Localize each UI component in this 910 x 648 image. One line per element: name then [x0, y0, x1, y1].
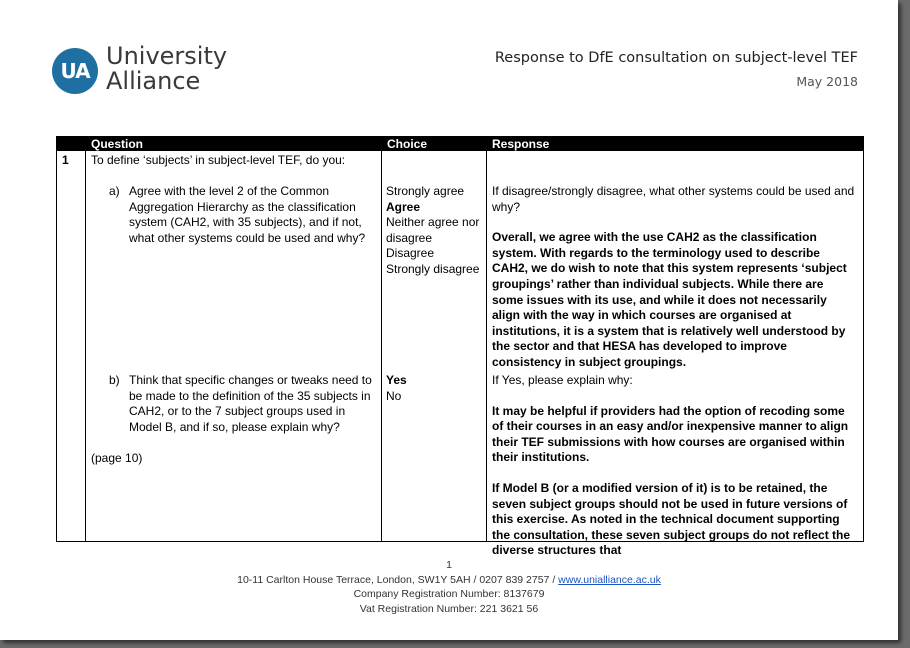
column-divider [381, 151, 382, 541]
item-b-marker: b) [109, 373, 120, 387]
choice-option: Neither agree nor disagree [386, 215, 480, 245]
choice-option: Strongly disagree [386, 261, 480, 276]
logo-line-2: Alliance [106, 67, 201, 95]
item-b-question: Think that specific changes or tweaks need to be made to the definition of the 35 subjects in CAH2, or to the 7 subject groups used in Model B, and if so, please explain why? [129, 373, 372, 434]
page-footer [0, 558, 898, 616]
item-a-question: Agree with the level 2 of the Common Aggregation Hierarchy as the classification system (CAH2, with 35 subjects), and if not, what other systems could be used and why? [129, 184, 366, 245]
footer-address [0, 573, 898, 588]
ua-logo-mark: UA [52, 48, 98, 94]
logo-wordmark [106, 44, 227, 94]
item-a-response: Overall, we agree with the use CAH2 as the classification system. With regards to the terminology used to describe CAH2, we do wish to note that this system represents ‘subject groupings’ rather than individual subjects. While there are some issues with its use, and while it does not necessarily align with the way in which courses are organised at institutions, it is a system that is relatively well understood by the sector and that HESA has developed to improve consistency in subject groupings. [492, 230, 847, 369]
document-title: Response to DfE consultation on subject-level TEF [494, 50, 858, 66]
choice-option: No [386, 388, 402, 403]
table-header-row [57, 137, 863, 151]
item-b-response-2: If Model B (or a modified version of it) is to be retained, the seven subject groups should not be used in future versions of this exercise. As noted in the technical document supporting the consultation, these seven subject groups do not reflect the diverse structures that [492, 480, 851, 558]
question-number: 1 [62, 153, 69, 167]
item-a-response-cell [492, 184, 858, 371]
item-a-marker: a) [109, 184, 120, 198]
column-divider [486, 151, 487, 541]
item-b-response-1: It may be helpful if providers had the option of recoding some of their courses in an easy and/or inexpensive manner to align their TEF submissions with how courses are organised within their institutions. [492, 403, 849, 465]
item-b-choices [386, 373, 486, 404]
question-intro: To define ‘subjects’ in subject-level TEF, do you: [91, 153, 346, 167]
item-b-page-reference: (page 10) [91, 451, 143, 465]
logo-line-1: University [106, 42, 228, 70]
page-number: 1 [446, 559, 452, 571]
document-date: May 2018 [796, 74, 858, 89]
column-divider [85, 151, 86, 541]
address-text: 10-11 Carlton House Terrace, London, SW1Y 5AH / 0207 839 2757 / [237, 573, 559, 586]
consultation-table [56, 136, 864, 558]
choice-option-selected: Yes [386, 373, 407, 387]
item-a-choices [386, 184, 486, 278]
website-link[interactable]: www.unialliance.ac.uk [558, 573, 661, 586]
choice-option: Disagree [386, 246, 435, 261]
company-registration: Company Registration Number: 8137679 [353, 588, 545, 600]
choice-option-selected: Agree [386, 199, 421, 214]
item-b-prompt: If Yes, please explain why: [492, 373, 633, 387]
vat-registration: Vat Registration Number: 221 3621 56 [359, 602, 539, 615]
choice-option: Strongly agree [386, 184, 465, 198]
header-response: Response [492, 137, 550, 151]
header-choice: Choice [387, 137, 428, 151]
item-b-response-cell [492, 373, 858, 559]
header-question: Question [91, 137, 144, 151]
item-a-prompt: If disagree/strongly disagree, what other systems could be used and why? [492, 184, 855, 214]
